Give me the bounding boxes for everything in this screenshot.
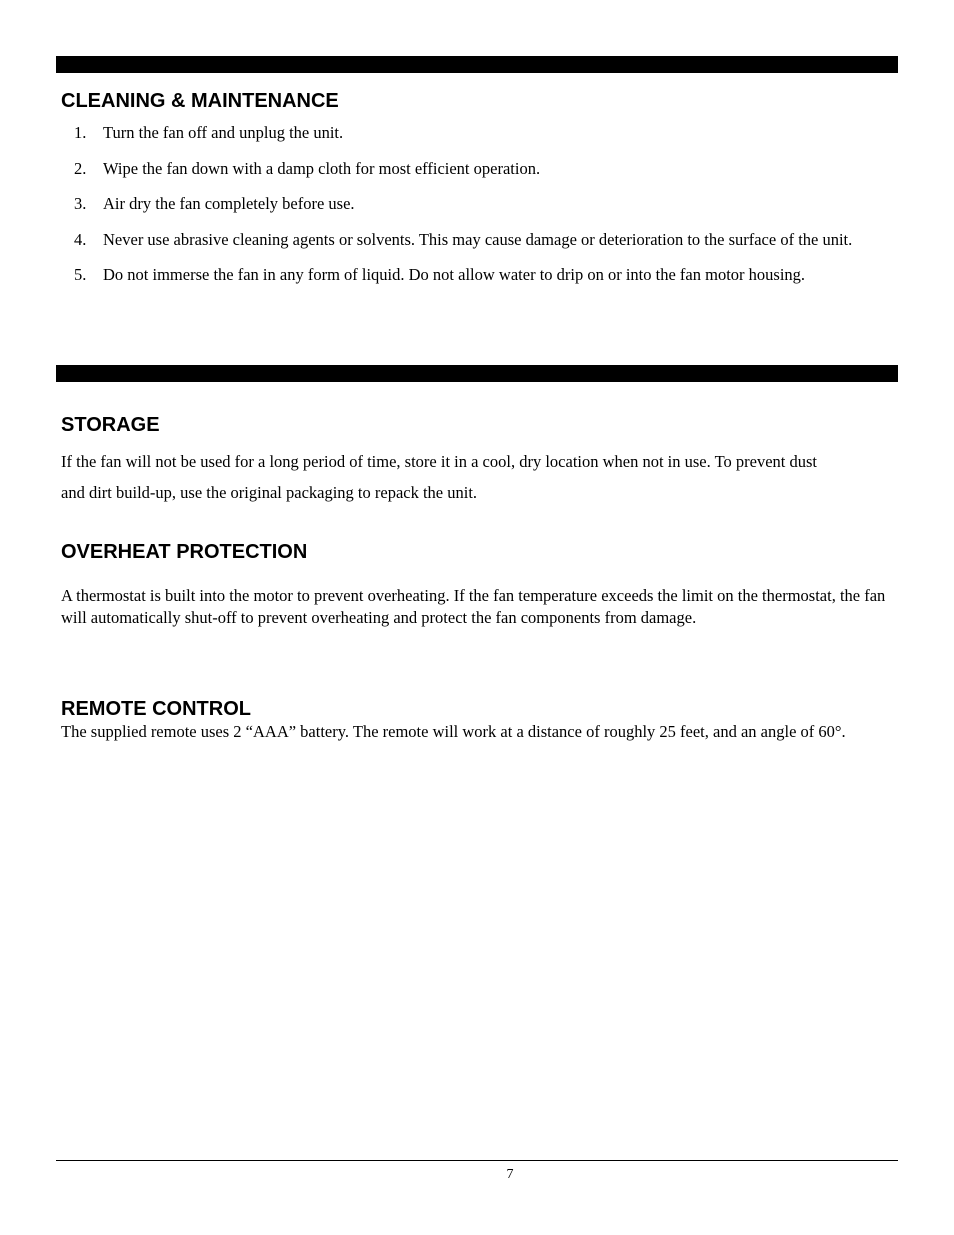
list-item (61, 122, 901, 144)
list-item-number: 4. (74, 229, 87, 249)
overheat-paragraph: A thermostat is built into the motor to prevent overheating. If the fan temperature exceeds the limit on the thermostat, the fan will automatically shut-off to prevent overheating and protect the fan components from damage. (61, 586, 886, 627)
remote-heading: REMOTE CONTROL (61, 698, 251, 720)
list-item-number: 5. (74, 265, 87, 284)
section-divider-bar-middle (56, 365, 898, 382)
footer-rule (56, 1160, 898, 1161)
remote-paragraph: The supplied remote uses 2 “AAA” battery. The remote will work at a distance of roughly 25 feet, and an angle of 60°. (61, 722, 846, 741)
list-item (61, 193, 901, 215)
list-item-text: Wipe the fan down with a damp cloth for most efficient operation. (103, 158, 541, 178)
list-item (61, 158, 901, 180)
section-divider-bar-top (56, 56, 898, 73)
page-number: 7 (506, 1167, 514, 1182)
list-item-text: Air dry the fan completely before use. (103, 194, 355, 213)
list-item-number: 3. (74, 194, 87, 213)
cleaning-steps-list (61, 122, 901, 300)
storage-paragraph: If the fan will not be used for a long period of time, store it in a cool, dry location when not in use. To prevent dust and dirt build-up, use the original packaging to repack the unit. (61, 452, 817, 502)
overheat-heading: OVERHEAT PROTECTION (61, 541, 308, 563)
list-item (61, 264, 901, 286)
list-item-text: Do not immerse the fan in any form of liquid. Do not allow water to drip on or into the fan motor housing. (103, 265, 806, 284)
storage-heading: STORAGE (61, 414, 160, 436)
list-item-text: Turn the fan off and unplug the unit. (103, 123, 344, 142)
list-item-text: Never use abrasive cleaning agents or solvents. This may cause damage or deterioration to the surface of the unit. (103, 229, 853, 249)
cleaning-heading: CLEANING & MAINTENANCE (61, 90, 339, 112)
list-item-number: 2. (74, 158, 87, 178)
list-item (61, 229, 901, 251)
list-item-number: 1. (74, 123, 87, 142)
